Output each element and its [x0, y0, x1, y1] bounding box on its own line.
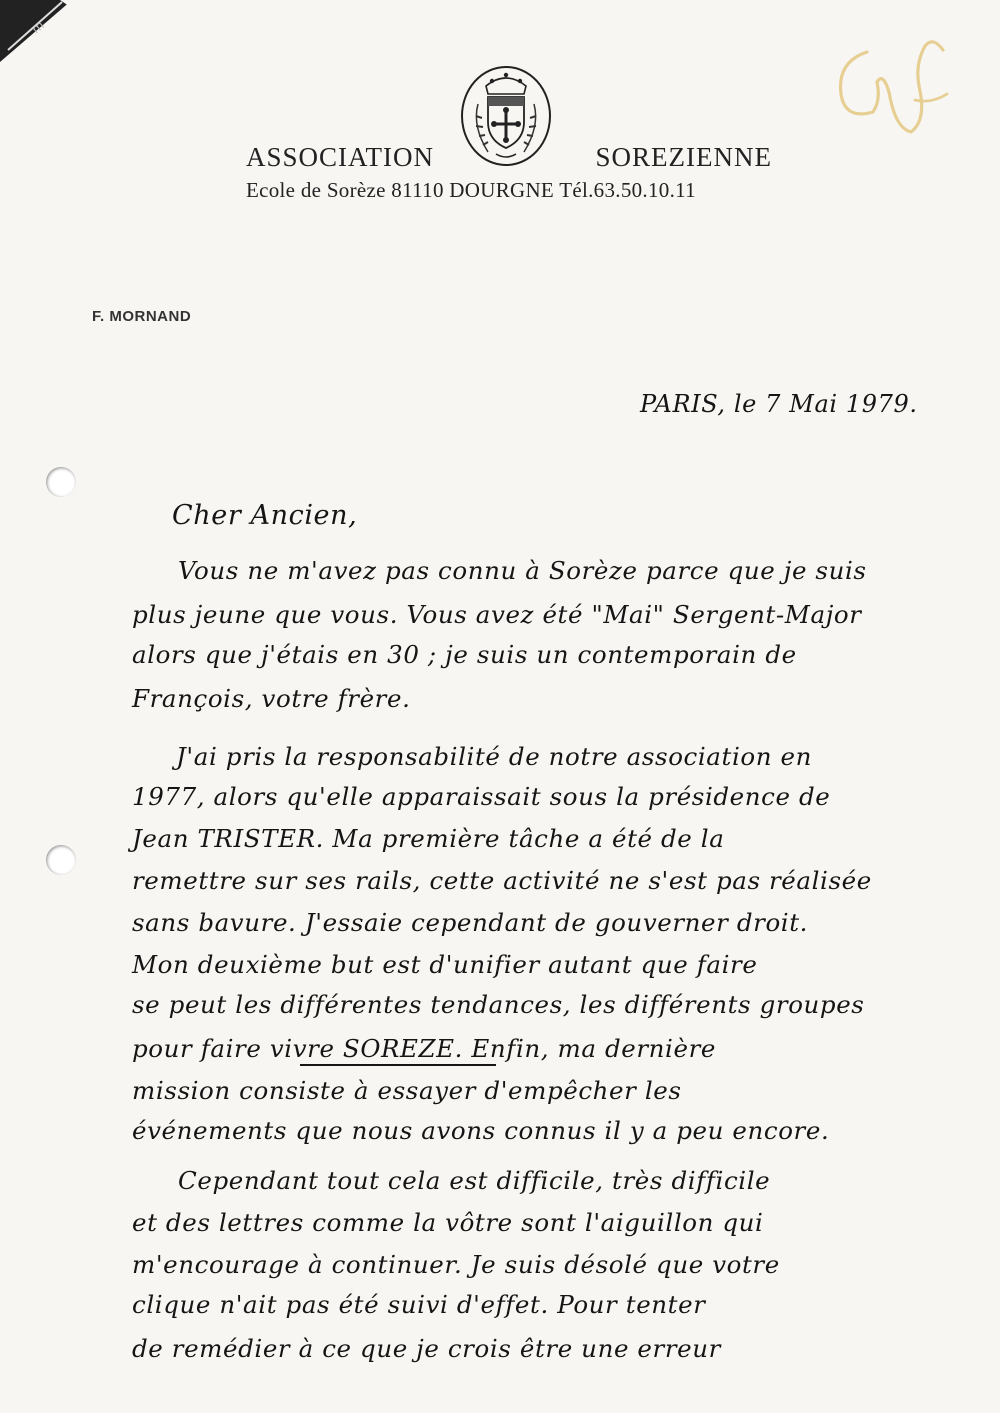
punch-hole-bottom — [46, 845, 76, 875]
letter-line: remettre sur ses rails, cette activité ne s'est pas réalisée — [132, 866, 872, 895]
letterhead-address: Ecole de Sorèze 81110 DOURGNE Tél.63.50.10.11 — [246, 178, 696, 202]
svg-text:m: m — [28, 18, 47, 37]
letter-line: alors que j'étais en 30 ; je suis un contemporain de — [132, 640, 797, 669]
letter-line: Vous ne m'avez pas connu à Sorèze parce que je suis — [178, 556, 867, 585]
sender-name: F. MORNAND — [92, 308, 192, 325]
letter-line: J'ai pris la responsabilité de notre association en — [176, 742, 812, 771]
letter-line: François, votre frère. — [132, 684, 411, 713]
letter-line: 1977, alors qu'elle apparaissait sous la présidence de — [132, 782, 831, 811]
letter-line: mission consiste à essayer d'empêcher les — [132, 1076, 682, 1105]
punch-hole-top — [46, 467, 76, 497]
folded-corner — [0, 0, 72, 62]
handwritten-initials — [815, 28, 965, 148]
letter-line: m'encourage à continuer. Je suis désolé que votre — [132, 1250, 780, 1279]
letter-line: plus jeune que vous. Vous avez été "Mai" Sergent-Major — [132, 600, 862, 629]
letter-line: événements que nous avons connus il y a peu encore. — [132, 1116, 830, 1145]
letter-date: PARIS, le 7 Mai 1979. — [640, 390, 918, 418]
letter-line: Jean TRISTER. Ma première tâche a été de la — [132, 824, 725, 853]
underline-vivre-soreze — [300, 1064, 496, 1066]
org-name-left: ASSOCIATION — [246, 142, 435, 172]
letter-line: clique n'ait pas été suivi d'effet. Pour tenter — [132, 1290, 706, 1319]
letter-line: Mon deuxième but est d'unifier autant que faire — [132, 950, 758, 979]
letter-line: pour faire vivre SOREZE. Enfin, ma dernière — [132, 1034, 716, 1063]
letter-line: Cependant tout cela est difficile, très difficile — [178, 1166, 771, 1195]
letterhead — [246, 142, 776, 203]
letter-line: de remédier à ce que je crois être une erreur — [132, 1334, 721, 1363]
letter-greeting: Cher Ancien, — [172, 500, 358, 531]
letter-line: sans bavure. J'essaie cependant de gouverner droit. — [132, 908, 809, 937]
letter-line: se peut les différentes tendances, les différents groupes — [132, 990, 865, 1019]
letter-line: et des lettres comme la vôtre sont l'aiguillon qui — [132, 1208, 764, 1237]
org-name-right: SOREZIENNE — [595, 142, 772, 172]
